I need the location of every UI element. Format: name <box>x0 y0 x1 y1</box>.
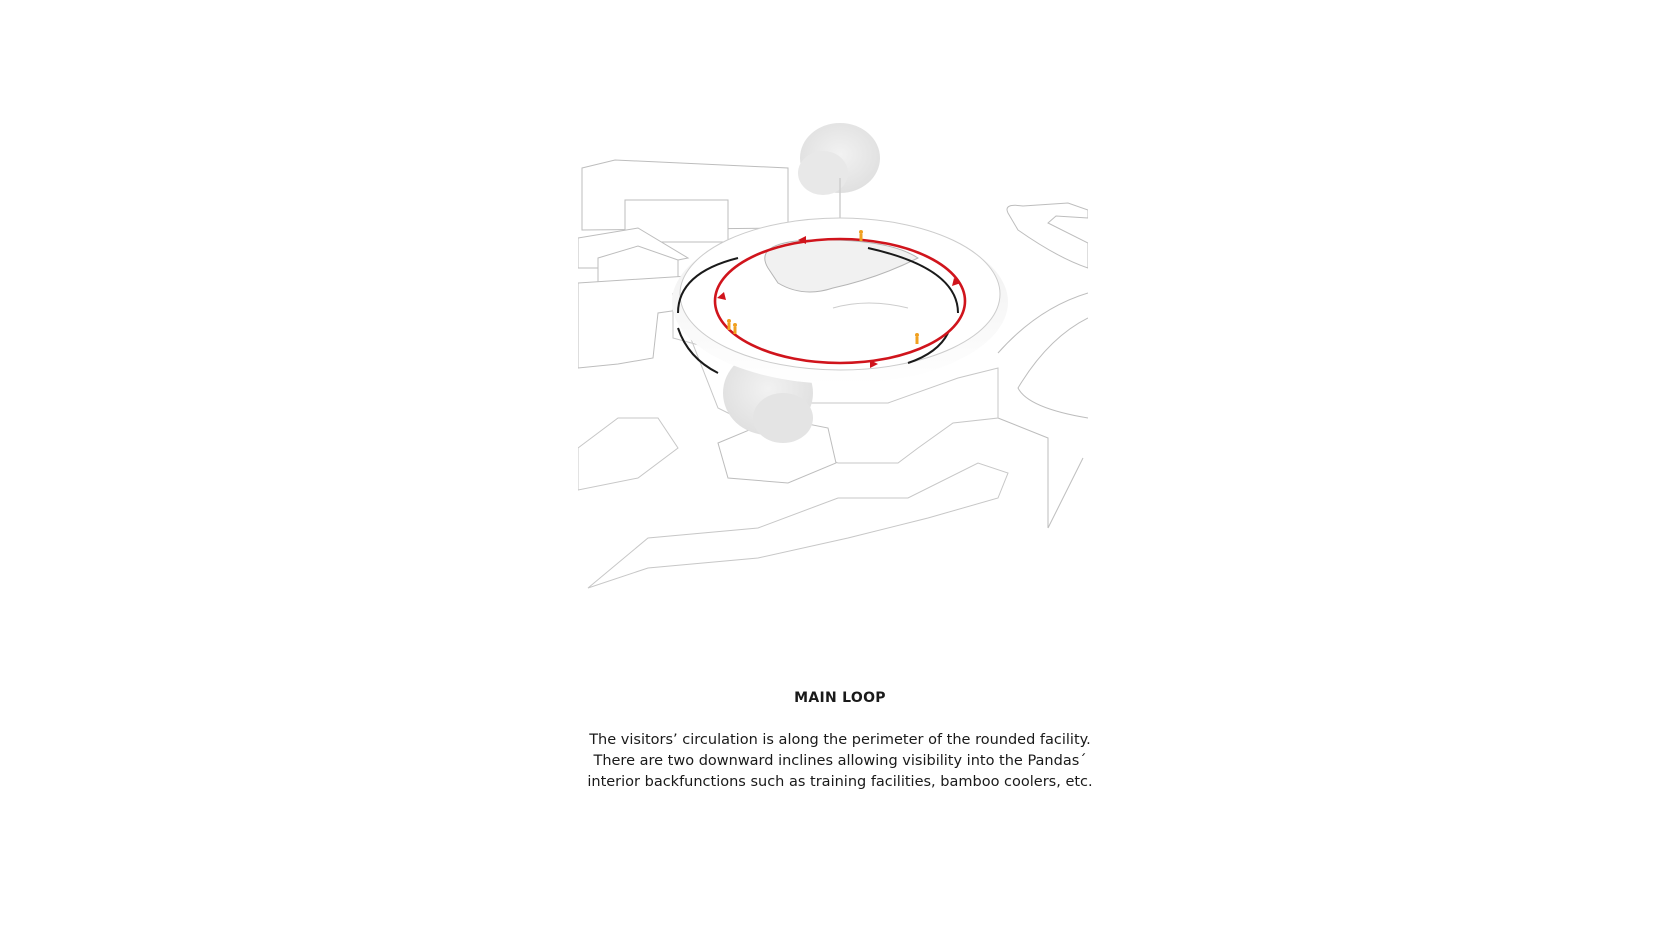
visitor-icon <box>859 230 863 241</box>
caption-body <box>540 730 1140 793</box>
caption-line: The visitors’ circulation is along the perimeter of the rounded facility. <box>589 732 1091 748</box>
caption-line: There are two downward inclines allowing visibility into the Pandas´ <box>593 753 1087 769</box>
caption-title: MAIN LOOP <box>794 690 886 706</box>
caption-line: interior backfunctions such as training facilities, bamboo coolers, etc. <box>587 774 1093 790</box>
diagram-caption <box>540 690 1140 793</box>
visitor-icon <box>915 333 919 344</box>
site-axonometric-diagram <box>578 118 1088 638</box>
visitor-icon <box>733 323 737 334</box>
loop-platform <box>672 218 1008 384</box>
right-site-lines <box>998 203 1088 528</box>
visitor-icon <box>727 319 731 330</box>
